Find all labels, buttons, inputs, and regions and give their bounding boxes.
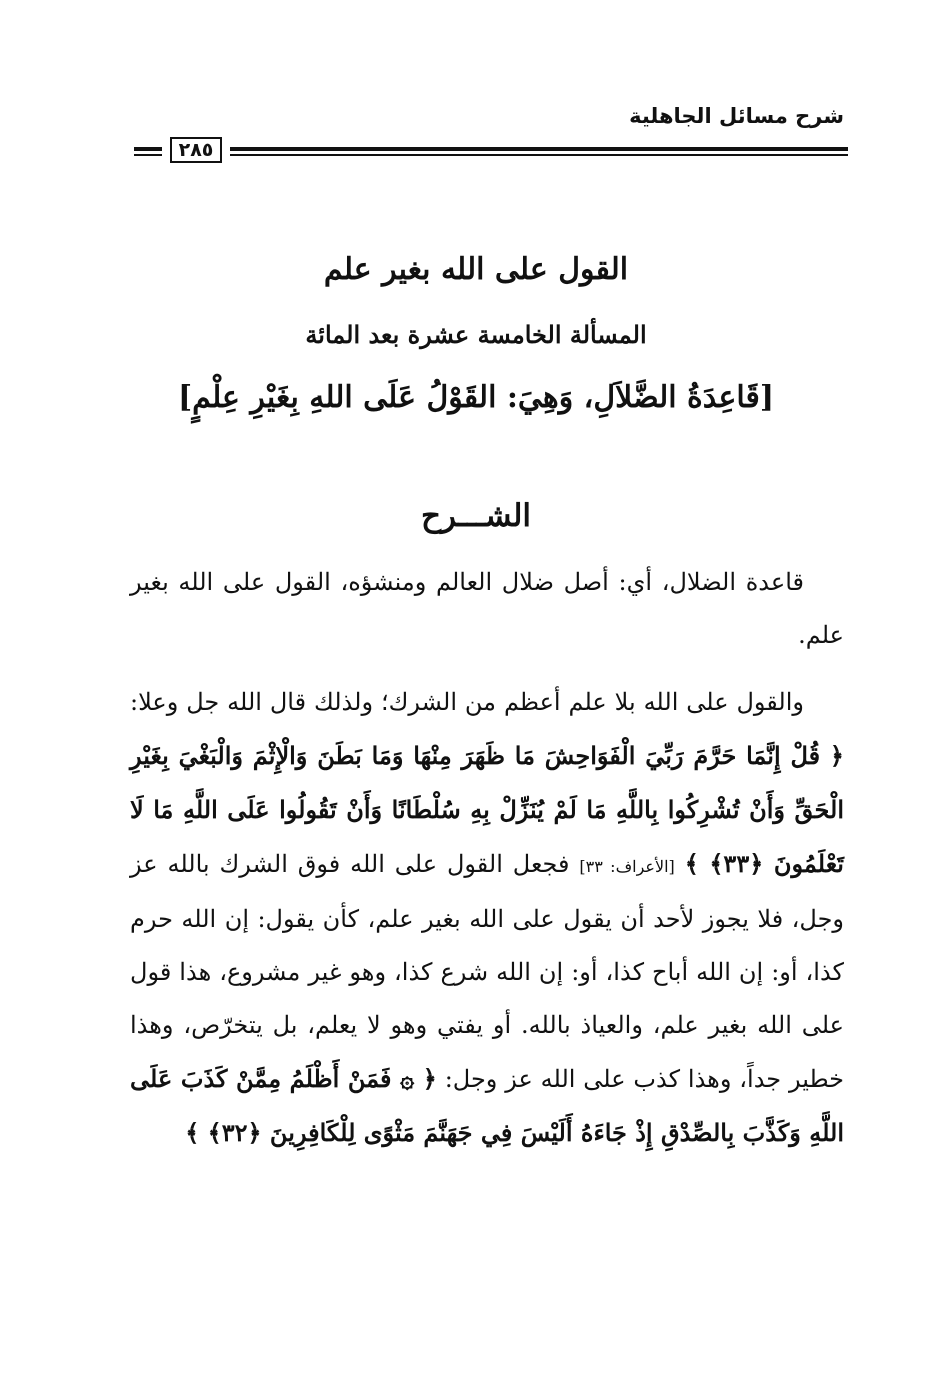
- page-number: ٢٨٥: [170, 137, 222, 163]
- rule-heading: [قَاعِدَةُ الضَّلاَلِ، وَهِيَ: القَوْلُ عَلَى اللهِ بِغَيْرِ عِلْمٍ]: [177, 380, 775, 415]
- paragraph-1: [130, 556, 844, 662]
- running-title: شرح مسائل الجاهلية: [629, 104, 844, 128]
- issue-subtitle: المسألة الخامسة عشرة بعد المائة: [305, 320, 647, 349]
- quran-verse-2: ﴿ ۞ فَمَنْ أَظْلَمُ مِمَّنْ كَذَبَ عَلَى اللَّهِ وَكَذَّبَ بِالصِّدْقِ إِذْ جَاءَهُ أَلَيْسَ فِي جَهَنَّمَ مَثْوًى لِلْكَافِرِينَ ﴿٣٢﴾ ﴾: [130, 1064, 844, 1147]
- header-rule: [134, 141, 848, 171]
- verse-reference-1: [الأعراف: ٣٣]: [579, 857, 675, 876]
- section-heading: الشـــرح: [420, 498, 532, 534]
- chapter-title: القول على الله بغير علم: [323, 252, 629, 287]
- header-rule-short-thick: [134, 147, 162, 151]
- paragraph-2-intro: والقول على الله بلا علم أعظم من الشرك؛ ولذلك قال الله جل وعلا:: [130, 688, 804, 716]
- header-rule-short-thin: [134, 154, 162, 156]
- header-rule-long-thin: [230, 154, 848, 156]
- paragraph-1-text: قاعدة الضلال، أي: أصل ضلال العالم ومنشؤه، القول على الله بغير علم.: [130, 568, 844, 649]
- paragraph-2-middle: فجعل القول على الله فوق الشرك بالله عز وجل، فلا يجوز لأحد أن يقول على الله بغير علم، كأن يقول: إن الله حرم كذا، أو: إن الله أباح كذا، أو: إن الله شرع كذا، وهو غير مشروع، هذا قول على الله بغير علم، والعياذ بالله. أو يفتي وهو لا يعلم، بل يتخرّص، وهذا خطير جداً، وهذا كذب على الله عز وجل:: [130, 850, 844, 1093]
- header-rule-long-thick: [230, 147, 848, 151]
- quran-verse-1: ﴿ قُلْ إِنَّمَا حَرَّمَ رَبِّيَ الْفَوَاحِشَ مَا ظَهَرَ مِنْهَا وَمَا بَطَنَ وَالْإِثْمَ وَالْبَغْيَ بِغَيْرِ الْحَقِّ وَأَنْ تُشْرِكُوا بِاللَّهِ مَا لَمْ يُنَزِّلْ بِهِ سُلْطَانًا وَأَنْ تَقُولُوا عَلَى اللَّهِ مَا لَا تَعْلَمُونَ ﴿٣٣﴾ ﴾: [130, 741, 844, 878]
- paragraph-2: [130, 676, 844, 1160]
